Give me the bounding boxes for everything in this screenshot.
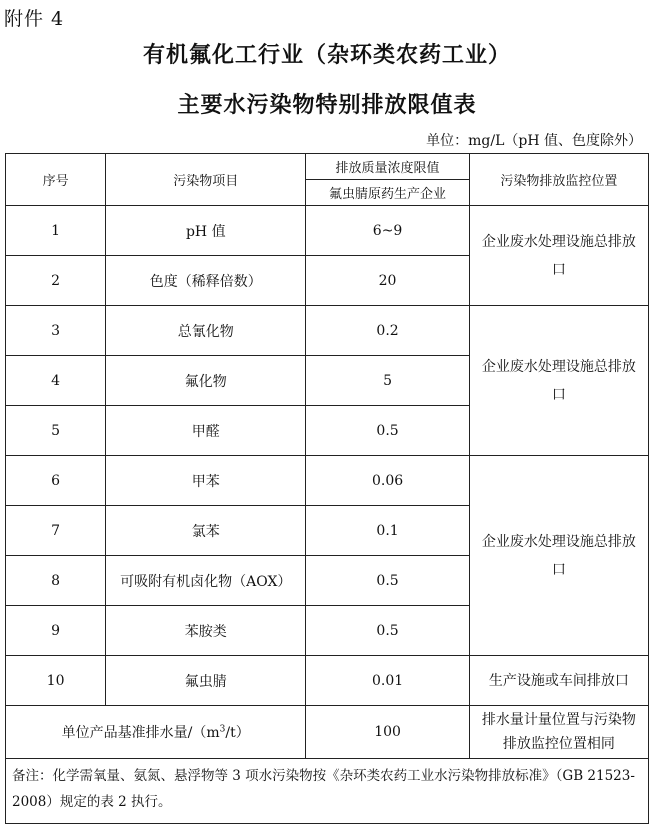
- baseline-label-suffix: /t）: [225, 725, 250, 741]
- item-cell: 色度（稀释倍数）: [106, 256, 306, 306]
- seq-cell: 9: [6, 606, 106, 656]
- header-item: 污染物项目: [106, 154, 306, 206]
- value-cell: 0.5: [306, 556, 469, 606]
- seq-cell: 8: [6, 556, 106, 606]
- item-cell: 氯苯: [106, 506, 306, 556]
- item-cell: 可吸附有机卤化物（AOX）: [106, 556, 306, 606]
- baseline-value: 100: [306, 706, 469, 759]
- table-row: [6, 306, 649, 356]
- value-cell: 5: [306, 356, 469, 406]
- baseline-label-prefix: 单位产品基准排水量/（m: [61, 725, 220, 741]
- value-cell: 6~9: [306, 206, 469, 256]
- table-note: 备注：化学需氧量、氨氮、悬浮物等 3 项水污染物按《杂环类农药工业水污染物排放标准》（GB 21523-2008）规定的表 2 执行。: [6, 759, 649, 824]
- page-subtitle: 主要水污染物特别排放限值表: [177, 92, 477, 118]
- value-cell: 0.06: [306, 456, 469, 506]
- seq-cell: 7: [6, 506, 106, 556]
- value-cell: 0.01: [306, 656, 469, 706]
- seq-cell: 4: [6, 356, 106, 406]
- page-title: 有机氟化工行业（杂环类农药工业）: [142, 42, 511, 68]
- value-cell: 20: [306, 256, 469, 306]
- item-cell: pH 值: [106, 206, 306, 256]
- value-cell: 0.2: [306, 306, 469, 356]
- header-seq: 序号: [6, 154, 106, 206]
- item-cell: 总氰化物: [106, 306, 306, 356]
- value-cell: 0.5: [306, 406, 469, 456]
- location-cell: 企业废水处理设施总排放口: [469, 306, 648, 456]
- header-row: [6, 154, 649, 180]
- seq-cell: 1: [6, 206, 106, 256]
- seq-cell: 3: [6, 306, 106, 356]
- item-cell: 甲苯: [106, 456, 306, 506]
- unit-note: 单位：mg/L（pH 值、色度除外）: [426, 133, 642, 149]
- table-row: [6, 206, 649, 256]
- seq-cell: 6: [6, 456, 106, 506]
- location-cell: 生产设施或车间排放口: [469, 656, 648, 706]
- location-cell: 企业废水处理设施总排放口: [469, 456, 648, 656]
- seq-cell: 10: [6, 656, 106, 706]
- value-cell: 0.5: [306, 606, 469, 656]
- baseline-location: 排水量计量位置与污染物排放监控位置相同: [469, 706, 648, 759]
- header-limit-sub: 氟虫腈原药生产企业: [306, 180, 469, 206]
- annex-label: 附件 4: [4, 8, 65, 30]
- item-cell: 氟虫腈: [106, 656, 306, 706]
- baseline-label: [6, 706, 306, 759]
- emission-limits-table: [5, 153, 649, 824]
- table-row: [6, 456, 649, 506]
- item-cell: 甲醛: [106, 406, 306, 456]
- seq-cell: 5: [6, 406, 106, 456]
- baseline-label-sup: 3: [219, 724, 226, 735]
- seq-cell: 2: [6, 256, 106, 306]
- baseline-row: [6, 706, 649, 759]
- note-row: [6, 759, 649, 824]
- item-cell: 氟化物: [106, 356, 306, 406]
- header-limit-group: 排放质量浓度限值: [306, 154, 469, 180]
- item-cell: 苯胺类: [106, 606, 306, 656]
- location-cell: 企业废水处理设施总排放口: [469, 206, 648, 306]
- header-location: 污染物排放监控位置: [469, 154, 648, 206]
- value-cell: 0.1: [306, 506, 469, 556]
- table-row: [6, 656, 649, 706]
